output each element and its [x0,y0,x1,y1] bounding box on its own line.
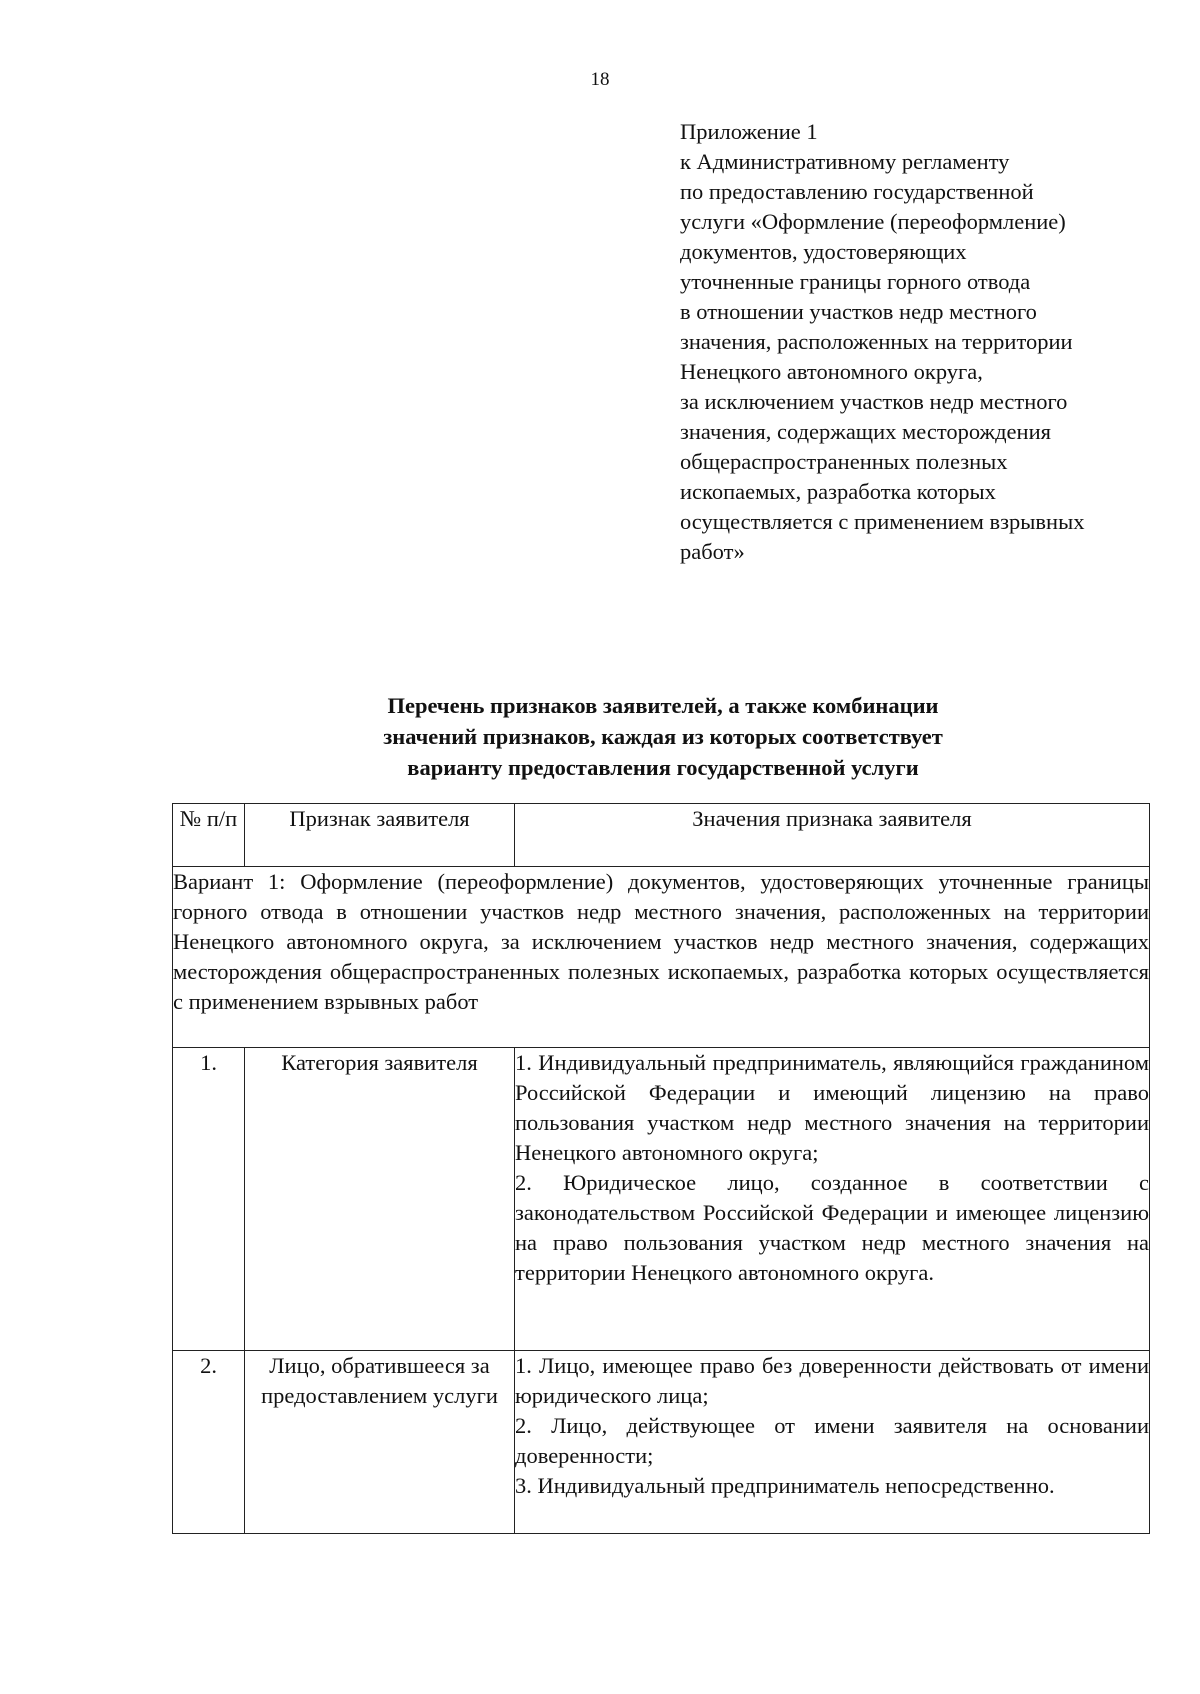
header-number: № п/п [173,804,245,867]
applicant-criteria-table [172,803,1150,1534]
value-item: 3. Индивидуальный предприниматель непосредственно. [515,1473,1055,1498]
document-title [0,690,1200,783]
row-values [515,1048,1150,1351]
value-item: 2. Лицо, действующее от имени заявителя на основании доверенности; [515,1413,1149,1468]
appendix-line: значения, содержащих месторождения [680,419,1051,444]
title-line: Перечень признаков заявителей, а также комбинации [387,693,939,718]
appendix-line: уточненные границы горного отвода [680,269,1031,294]
value-item: 1. Индивидуальный предприниматель, являющийся гражданином Российской Федерации и имеющий лицензию на право пользования участком недр местного значения на территории Ненецкого автономного округа; [515,1050,1149,1165]
table-row [173,1048,1150,1351]
page-number: 18 [590,69,610,90]
appendix-line: в отношении участков недр местного [680,299,1037,324]
variant-row [173,867,1150,1048]
table-row [173,1351,1150,1534]
table-header-row [173,804,1150,867]
appendix-line: за исключением участков недр местного [680,389,1068,414]
appendix-line: Ненецкого автономного округа, [680,359,983,384]
appendix-line: осуществляется с применением взрывных [680,509,1085,534]
appendix-line: общераспространенных полезных [680,449,1008,474]
appendix-line: к Административному регламенту [680,149,1010,174]
row-sign: Лицо, обратившееся за предоставлением услуги [245,1351,515,1534]
row-number: 2. [173,1351,245,1534]
appendix-line: работ» [680,539,745,564]
value-item: 2. Юридическое лицо, созданное в соответствии с законодательством Российской Федерации и имеющее лицензию на право пользования участком недр местного значения на территории Ненецкого автономного округа. [515,1170,1149,1285]
appendix-line: услуги «Оформление (переоформление) [680,209,1066,234]
row-sign: Категория заявителя [245,1048,515,1351]
row-number: 1. [173,1048,245,1351]
header-sign: Признак заявителя [245,804,515,867]
value-item: 1. Лицо, имеющее право без доверенности действовать от имени юридического лица; [515,1353,1149,1408]
title-line: варианту предоставления государственной услуги [407,755,919,780]
appendix-line: ископаемых, разработка которых [680,479,996,504]
appendix-header [680,117,1180,567]
appendix-line: документов, удостоверяющих [680,239,967,264]
header-values: Значения признака заявителя [515,804,1150,867]
row-values [515,1351,1150,1534]
appendix-line: по предоставлению государственной [680,179,1034,204]
title-line: значений признаков, каждая из которых соответствует [383,724,943,749]
variant-description: Вариант 1: Оформление (переоформление) документов, удостоверяющих уточненные границы горного отвода в отношении участков недр местного значения, расположенных на территории Ненецкого автономного округа, за исключением участков недр местного значения, содержащих месторождения общераспространенных полезных ископаемых, разработка которых осуществляется с применением взрывных работ [173,867,1150,1048]
appendix-line: значения, расположенных на территории [680,329,1073,354]
appendix-line: Приложение 1 [680,119,818,144]
